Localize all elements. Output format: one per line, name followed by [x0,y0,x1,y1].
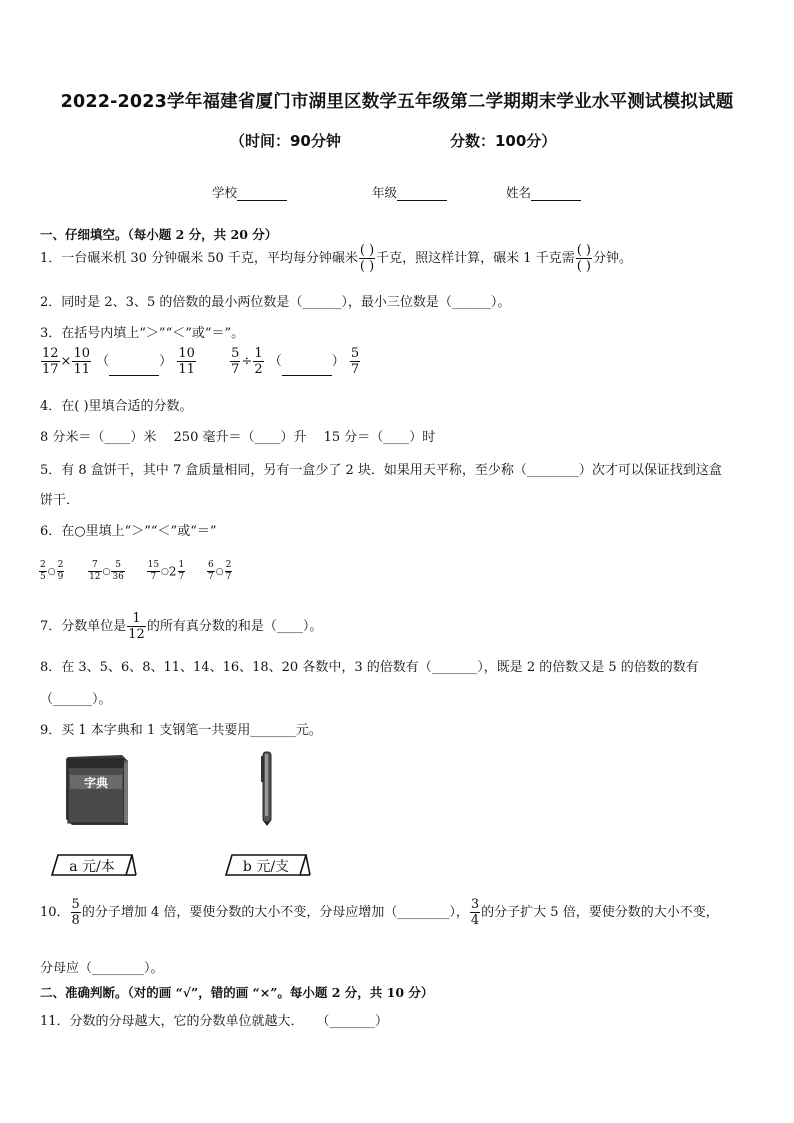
question-10-line-1: 10． $\frac{5}{8}$ 的分子增加 4 倍，要使分数的大小不变，分母应增加（________）， $\frac{3}{4}$ 的分子扩大 5 倍，要使分数的大小不变， [40,897,719,928]
name-label: 姓名 [506,185,532,200]
svg-text:a 元/本: a 元/本 [69,859,115,875]
question-2: 2．同时是 2、3、5 的倍数的最小两位数是（______），最小三位数是（______）。 [40,295,511,310]
compare-circle[interactable]: ○ [215,567,224,577]
fraction-blank[interactable]: $\frac{( )}{( )}$ [576,243,591,274]
dictionary-image [62,751,132,827]
question-3-expressions: $\frac{12}{17}$ × $\frac{10}{11}$ （ ） $\frac{10}{11}$ $\frac{5}{7}$ ÷ $\frac{1}{2}$ （ ） $\frac{5}{7}$ [42,346,360,377]
question-6: 6．在○里填上“＞”“＜”或“＝” [40,524,217,539]
pen-image [256,750,278,826]
price-tag-dictionary [50,851,138,877]
section-2-title: 二、准确判断。（对的画 “√”，错的画 “×”。每小题 2 分，共 10 分） [40,985,434,1000]
question-5-line-2: 饼干． [40,493,80,508]
question-8-line-1: 8．在 3、5、6、8、11、14、16、18、20 各数中，3 的倍数有（_______），既是 2 的倍数又是 5 的倍数的数有 [40,660,699,675]
question-11: 11．分数的分母越大，它的分数单位就越大． （_______） [40,1014,389,1029]
score-label: 分数：100分） [450,132,557,150]
question-1: 1．一台碾米机 30 分钟碾米 50 千克，平均每分钟碾米 $\frac{( )}{( )}$ 千克，照这样计算，碾米 1 千克需 $\frac{( )}{( )}$ 分钟。 [40,243,633,274]
answer-blank[interactable] [109,363,159,376]
compare-circle[interactable]: ○ [102,567,111,577]
question-4: 4．在( )里填合适的分数。 [40,399,193,414]
section-1-title: 一、仔细填空。（每小题 2 分，共 20 分） [40,227,278,242]
question-7: 7．分数单位是 $\frac{1}{12}$ 的所有真分数的和是（____）。 [40,611,323,642]
question-3: 3．在括号内填上“＞”“＜”或“＝”。 [40,326,245,341]
question-6-expressions: $\frac{2}{5}$ ○ $\frac{2}{9}$ $\frac{7}{12}$ ○ $\frac{5}{36}$ $\frac{15}{7}$ ○2 $\frac{1}{7}$ $\frac{6}{7}$ ○ $\frac{2}{7}$ [40,560,232,582]
compare-circle[interactable]: ○ [47,567,56,577]
question-5-line-1: 5．有 8 盒饼干，其中 7 盒质量相同，另有一盒少了 2 块．如果用天平称，至少称（________）次才可以保证找到这盒 [40,463,722,478]
school-label: 学校 [212,185,238,200]
fraction-blank[interactable]: $\frac{( )}{( )}$ [359,243,375,274]
svg-text:b 元/支: b 元/支 [242,859,290,875]
grade-label: 年级 [372,185,398,200]
price-tag-pen [224,851,312,877]
page-title: 2022-2023学年福建省厦门市湖里区数学五年级第二学期期末学业水平测试模拟试题 [60,92,734,112]
question-10-line-2: 分母应（________）。 [40,961,164,976]
answer-blank[interactable] [282,363,332,376]
name-field[interactable] [506,183,581,201]
grade-field[interactable] [372,183,447,201]
question-9: 9．买 1 本字典和 1 支钢笔一共要用_______元。 [40,723,322,738]
compare-circle[interactable]: ○ [161,567,169,577]
dictionary-label: 字典 [83,776,109,790]
question-8-line-2: （______）。 [40,692,112,707]
school-field[interactable] [212,183,287,201]
question-4-row: 8 分米＝（____）米 250 毫升＝（____）升 15 分＝（____）时 [40,430,436,445]
time-label: （时间：90分钟 [230,132,341,150]
